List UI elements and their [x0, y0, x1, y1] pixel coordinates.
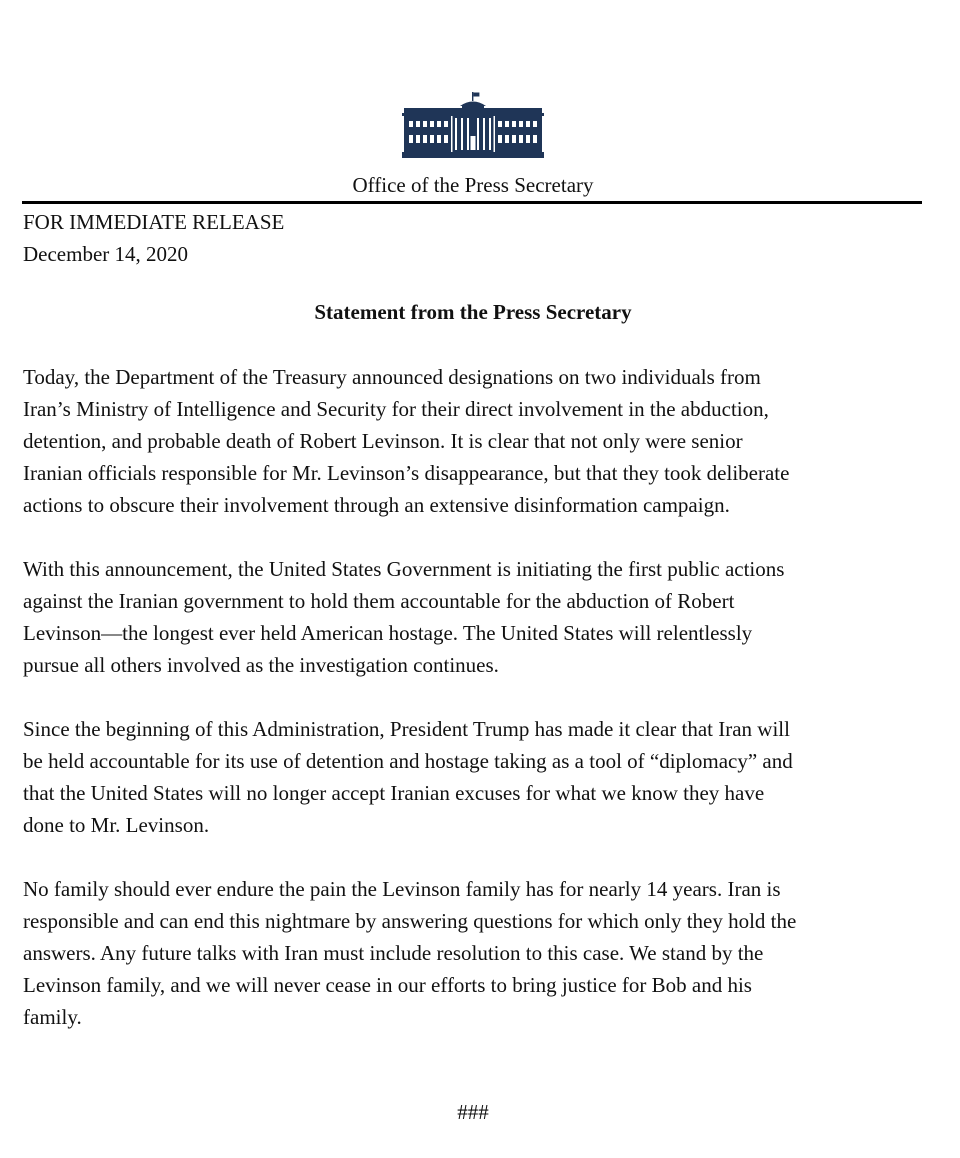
paragraph-1 [23, 361, 943, 521]
release-date: December 14, 2020 [23, 242, 189, 266]
release-label: FOR IMMEDIATE RELEASE [23, 210, 285, 234]
header-divider [22, 201, 922, 204]
office-name: Office of the Press Secretary [352, 173, 594, 197]
paragraph-2 [23, 553, 943, 681]
paragraph-line: No family should ever endure the pain the Levinson family has for nearly 14 years. Iran is [23, 877, 781, 901]
paragraph-line: Iranian officials responsible for Mr. Levinson’s disappearance, but that they took deliberate [23, 461, 790, 485]
white-house-icon [402, 92, 544, 158]
paragraph-line: Levinson—the longest ever held American hostage. The United States will relentlessly [23, 621, 753, 645]
paragraph-3 [23, 713, 943, 841]
paragraph-4 [23, 873, 943, 1033]
paragraph-line: detention, and probable death of Robert Levinson. It is clear that not only were senior [23, 429, 743, 453]
paragraph-line: answers. Any future talks with Iran must include resolution to this case. We stand by the [23, 941, 764, 965]
paragraph-line: done to Mr. Levinson. [23, 813, 210, 837]
paragraph-line: With this announcement, the United States Government is initiating the first public actions [23, 557, 785, 581]
end-mark: ### [457, 1100, 489, 1124]
paragraph-line: Today, the Department of the Treasury announced designations on two individuals from [23, 365, 761, 389]
paragraph-line: Levinson family, and we will never cease in our efforts to bring justice for Bob and his [23, 973, 752, 997]
paragraph-line: that the United States will no longer accept Iranian excuses for what we know they have [23, 781, 765, 805]
paragraph-line: pursue all others involved as the investigation continues. [23, 653, 499, 677]
paragraph-line: family. [23, 1005, 82, 1029]
statement-title: Statement from the Press Secretary [314, 300, 632, 324]
paragraph-line: responsible and can end this nightmare by answering questions for which only they hold the [23, 909, 797, 933]
paragraph-line: actions to obscure their involvement through an extensive disinformation campaign. [23, 493, 730, 517]
paragraph-line: be held accountable for its use of detention and hostage taking as a tool of “diplomacy” and [23, 749, 793, 773]
paragraph-line: Iran’s Ministry of Intelligence and Security for their direct involvement in the abduction, [23, 397, 769, 421]
paragraph-line: against the Iranian government to hold them accountable for the abduction of Robert [23, 589, 735, 613]
paragraph-line: Since the beginning of this Administration, President Trump has made it clear that Iran will [23, 717, 790, 741]
